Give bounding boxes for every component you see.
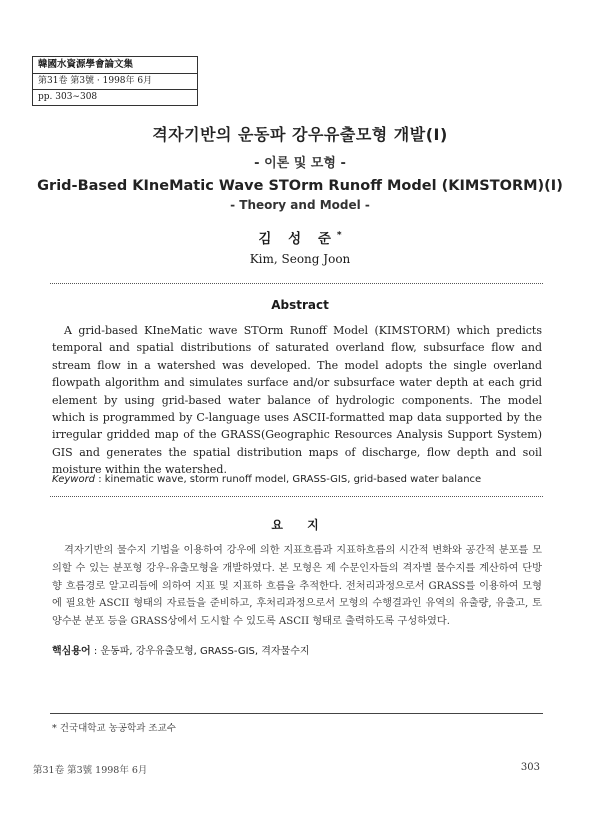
yoji-heading: 요 지 (271, 518, 329, 532)
english-subtitle: - Theory and Model - (230, 198, 370, 212)
footnote (52, 720, 176, 734)
keywords-label: Keyword (52, 474, 96, 485)
footnote-text: 건국대학교 농공학과 조교수 (59, 723, 176, 734)
keywords-line (52, 474, 542, 485)
korean-keywords-text: 운동파, 강우유출모형, GRASS-GIS, 격자물수지 (100, 646, 310, 657)
english-title: Grid-Based KIneMatic Wave STOrm Runoff Model (KIMSTORM)(I) (37, 178, 563, 194)
journal-info-box (32, 56, 198, 106)
korean-keywords-line (52, 642, 542, 657)
journal-pages: pp. 303∼308 (38, 92, 98, 103)
korean-keywords-separator: : (90, 646, 101, 657)
keywords-separator: : (95, 474, 105, 485)
page-number: 303 (520, 762, 540, 773)
yoji-text: 격자기반의 물수지 기법을 이용하여 강우에 의한 지표흐름과 지표하흐름의 시간적 변화와 공간적 분포를 모의할 수 있는 분포형 강우-유출모형을 개발하였다. 본 모형은 제 수문인자들의 격자별 물수지를 계산하여 단방향 흐름경로 알고리듬에 의하여 지표 및 지표하 흐름을 추적한다. 전처리과정으로서 GRASS를 이용하여 모형에 필요한 ASCII 형태의 자료들을 준비하고, 후처리과정으로서 모형의 수행결과인 유역의 유출량, 유출고, 토양수분 분포 등을 GRASS상에서 도시할 수 있도록 ASCII 형태로 출력하도록 구성하였다. (52, 545, 542, 628)
footnote-marker: * (52, 723, 57, 734)
abstract-heading: Abstract (271, 298, 329, 312)
author-footnote-marker: * (336, 230, 342, 241)
footer-journal-info: 第31卷 第3號 1998年 6月 (33, 765, 148, 776)
korean-title: 격자기반의 운동파 강우유출모형 개발(I) (152, 125, 448, 144)
divider-top (50, 283, 543, 284)
author-english: Kim, Seong Joon (249, 252, 351, 266)
abstract-text: A grid-based KIneMatic wave STOrm Runoff Model (KIMSTORM) which predicts temporal and spatial distributions of saturated overland flow, subsurface flow and stream flow in a watershed was developed. The model adopts the single overland flowpath algorithm and simulates surface and/or subsurface water depth at each grid element by using grid-based water balance of hydrologic components. The model which is programmed by C-language uses ASCII-formatted map data supported by the irregular gridded map of the GRASS(Geographic Resources Analysis Support System) GIS and generates the spatial distribution maps of discharge, flow depth and soil moisture within the watershed. (52, 324, 542, 477)
title-block (0, 122, 600, 212)
footnote-rule (50, 713, 543, 714)
korean-subtitle: - 이론 및 모형 - (254, 156, 346, 171)
keywords-text: kinematic wave, storm runoff model, GRASS-GIS, grid-based water balance (104, 474, 482, 485)
korean-keywords-label: 핵심용어 (52, 646, 91, 657)
journal-name: 韓國水資源學會論文集 (33, 57, 197, 74)
author-korean (0, 227, 600, 247)
divider-middle (50, 496, 543, 497)
abstract-body (52, 322, 542, 479)
yoji-body (52, 542, 542, 631)
journal-volume-issue: 第31卷 第3號 · 1998年 6月 (33, 74, 197, 90)
author-korean-name: 김 성 준 (258, 231, 337, 247)
